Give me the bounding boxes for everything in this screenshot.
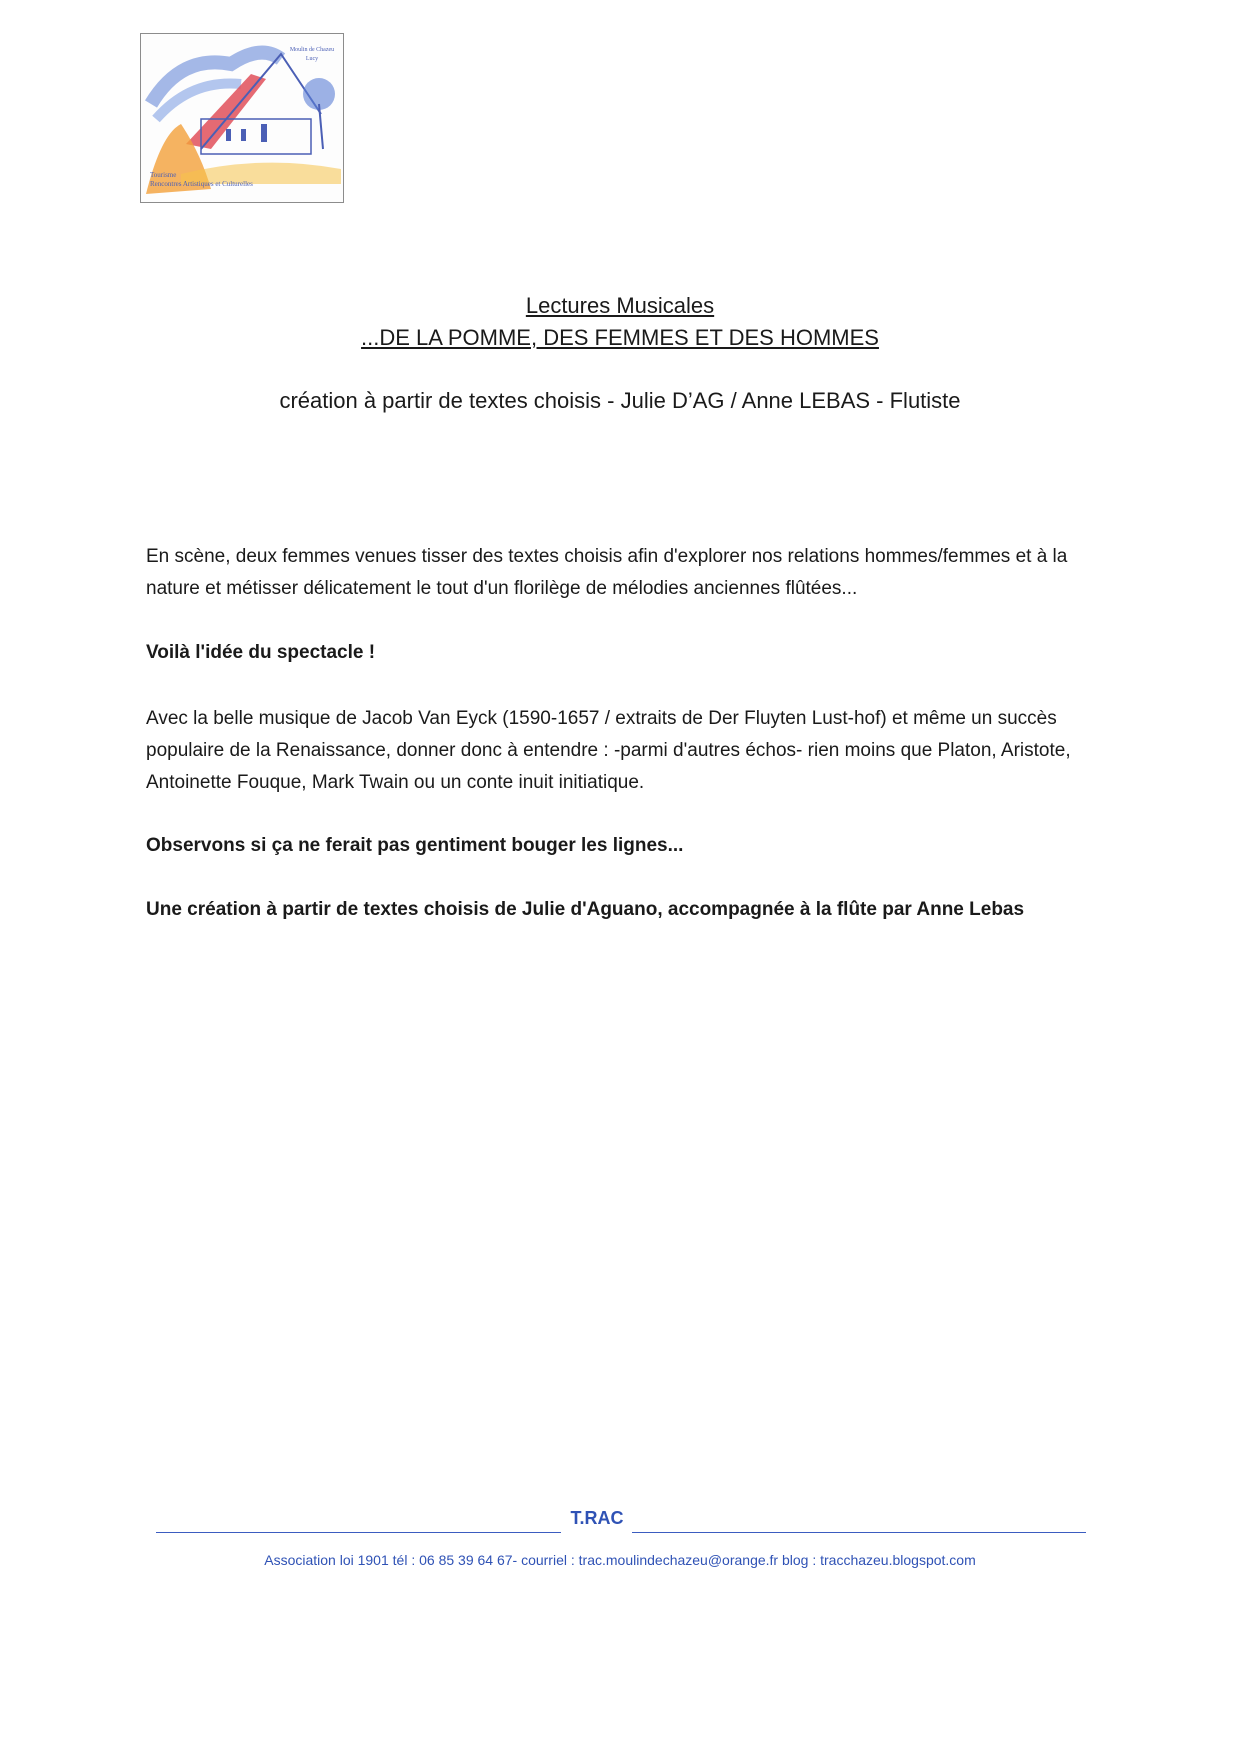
paragraph-music: Avec la belle musique de Jacob Van Eyck (1590-1657 / extraits de Der Fluyten Lust-hof) et même un succès populaire de la Renaissance, donner donc à entendre : -parmi d'autres échos- rien moins que Platon, Aristote, Antoinette Fouque, Mark Twain ou un conte inuit initiatique. [146, 708, 1071, 793]
document-subtitle: création à partir de textes choisis - Julie D’AG / Anne LEBAS - Flutiste [279, 388, 961, 413]
association-logo [140, 33, 344, 203]
title-line-1: Lectures Musicales [525, 293, 715, 318]
footer-divider-left [156, 1532, 561, 1533]
footer-divider-right [632, 1532, 1086, 1533]
paragraph-intro-highlight: Voilà l'idée du spectacle ! [146, 642, 376, 663]
paragraph-intro: En scène, deux femmes venues tisser des textes choisis afin d'explorer nos relations hommes/femmes et à la nature et métisser délicatement le tout d'un florilège de mélodies anciennes flûtées... [146, 546, 1068, 599]
logo-mill-name: Moulin de Chazeu Lucy [289, 47, 335, 62]
logo-caption [150, 171, 340, 189]
footer-organization: T.RAC [570, 1508, 624, 1528]
footer-contact-info: Association loi 1901 tél : 06 85 39 64 67- courriel : trac.moulindechazeu@orange.fr blog : tracchazeu.blogspot.com [264, 1552, 976, 1568]
logo-caption-line1: Tourisme [150, 171, 177, 179]
paragraph-observe: Observons si ça ne ferait pas gentiment bouger les lignes... [146, 835, 684, 856]
document-title [0, 290, 1240, 354]
logo-caption-line2: Rencontres Artistiques et Culturelles [150, 180, 253, 188]
paragraph-credits: Une création à partir de textes choisis de Julie d'Aguano, accompagnée à la flûte par Anne Lebas [146, 899, 1025, 920]
title-line-2: ...DE LA POMME, DES FEMMES ET DES HOMMES [361, 325, 879, 350]
